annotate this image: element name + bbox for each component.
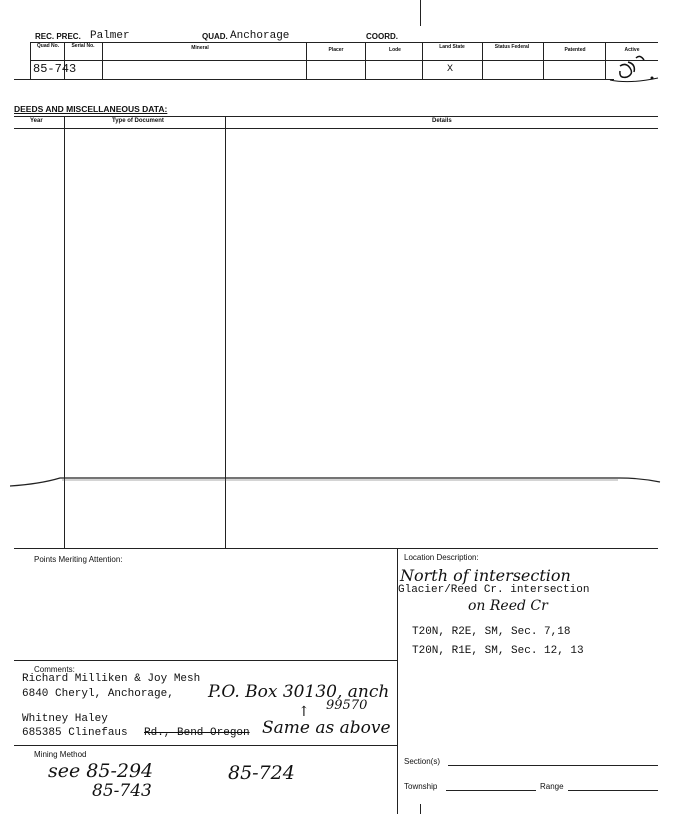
hdr-vline (422, 42, 423, 79)
location-hand-line: North of intersection (400, 566, 571, 585)
header-top-line (30, 42, 658, 43)
township-line (446, 790, 536, 791)
township-label: Township (404, 782, 438, 791)
location-label: Location Description: (404, 553, 479, 562)
rec-prec-value: Palmer (90, 30, 130, 42)
comments-line-4-struck: Rd., Bend Oregon (144, 727, 250, 739)
deeds-top-line (14, 116, 658, 117)
mining-label: Mining Method (34, 750, 87, 759)
sections-line (448, 765, 658, 766)
col-land-state: Land State (439, 44, 465, 50)
comments-arrow: ↑ (298, 704, 310, 720)
range-label: Range (540, 782, 564, 791)
mining-hand-2: 85-743 (92, 781, 152, 801)
comments-line-4a: 685385 Clinefaus (22, 727, 128, 739)
col-mineral: Mineral (191, 45, 209, 51)
comments-top-line (14, 660, 397, 661)
sections-label: Section(s) (404, 757, 441, 766)
serial-value: 85-743 (33, 62, 77, 76)
land-state-mark: X (447, 64, 454, 75)
bottom-tick (420, 804, 421, 814)
comments-handwritten-same: Same as above (262, 718, 391, 738)
mining-hand-1: see 85-294 (48, 760, 154, 782)
hdr-vline (102, 42, 103, 79)
top-tick (420, 0, 421, 26)
col-serial-no: Serial No. (71, 43, 95, 49)
hdr-vline (365, 42, 366, 79)
header-bottom-line (14, 79, 614, 80)
comments-label: Comments: (34, 665, 75, 674)
deeds-section-title: DEEDS AND MISCELLANEOUS DATA: (14, 104, 168, 114)
col-details: Details (432, 118, 452, 124)
location-hand-line-2: on Reed Cr (468, 598, 548, 614)
hdr-vline (482, 42, 483, 79)
mining-top-line (14, 745, 397, 746)
col-year: Year (30, 118, 43, 124)
comments-line-3: Whitney Haley (22, 713, 108, 725)
fold-line (10, 472, 670, 492)
header-sub-line (30, 60, 658, 61)
comments-handwritten-zip: 99570 (326, 698, 368, 713)
comments-line-1: Richard Milliken & Joy Mesh (22, 673, 201, 685)
col-active: Active (624, 47, 640, 53)
active-scribble (606, 47, 661, 88)
rec-prec-label: REC. PREC. (35, 32, 81, 41)
comments-handwritten-address: P.O. Box 30130, anch (208, 682, 390, 702)
mining-hand-3: 85-724 (228, 762, 295, 784)
range-line (568, 790, 658, 791)
col-patented: Patented (564, 47, 586, 53)
col-placer: Placer (328, 47, 344, 53)
deeds-header-line (14, 128, 658, 129)
location-line-1: Glacier/Reed Cr. intersection (398, 584, 590, 596)
hdr-vline (30, 42, 31, 79)
col-type-of-document: Type of Document (112, 118, 164, 124)
hdr-vline (543, 42, 544, 79)
col-quad-no: Quad No. (36, 43, 60, 49)
bottom-section-line (14, 548, 658, 549)
col-status-federal: Status Federal (494, 44, 530, 50)
comments-line-2: 6840 Cheryl, Anchorage, (22, 688, 174, 700)
location-line-3: T20N, R1E, SM, Sec. 12, 13 (412, 645, 584, 657)
quad-label: QUAD. (202, 32, 228, 41)
location-line-2: T20N, R2E, SM, Sec. 7,18 (412, 626, 571, 638)
points-label: Points Meriting Attention: (34, 555, 123, 564)
coord-label: COORD. (366, 32, 398, 41)
hdr-vline (306, 42, 307, 79)
quad-value: Anchorage (230, 30, 290, 42)
col-lode: Lode (389, 47, 401, 53)
